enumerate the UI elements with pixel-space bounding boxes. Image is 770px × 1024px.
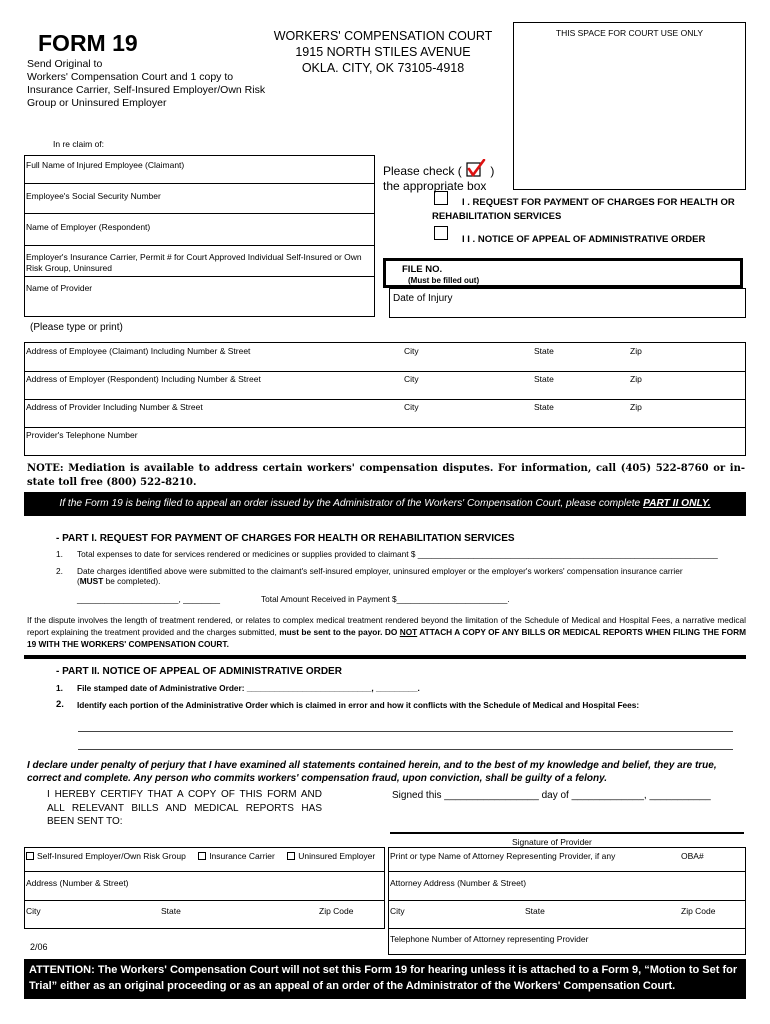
- please-check-label: [383, 159, 494, 194]
- oba-field[interactable]: OBA#: [681, 851, 704, 861]
- perjury-declaration: I declare under penalty of perjury that I have examined all statements contained herein, and to the best of my knowledge and belief, they are true, correct and complete. Any person who commits workers' compensation fraud, upon conviction, shall be guilty of a felony.: [27, 760, 717, 784]
- employee-state[interactable]: State: [534, 346, 554, 356]
- divider: [25, 213, 374, 214]
- divider: [25, 900, 384, 901]
- provider-phone-field[interactable]: Provider's Telephone Number: [26, 430, 138, 440]
- provider-zip[interactable]: Zip: [630, 402, 642, 412]
- provider-city[interactable]: City: [404, 402, 419, 412]
- revision-date: 2/06: [30, 942, 48, 952]
- part2-item1-number: 1.: [56, 683, 63, 693]
- part2-title: - PART II. NOTICE OF APPEAL OF ADMINISTRATIVE ORDER: [56, 666, 342, 677]
- employer-zip[interactable]: Zip: [630, 374, 642, 384]
- recipient-options: [26, 851, 375, 861]
- error-line-2[interactable]: [78, 749, 733, 750]
- self-insured-checkbox[interactable]: [26, 852, 34, 860]
- divider: [25, 245, 374, 246]
- divider: [389, 871, 745, 872]
- part2-checkbox[interactable]: [434, 226, 448, 240]
- must-label: MUST: [79, 576, 104, 586]
- insurance-carrier-field[interactable]: Employer's Insurance Carrier, Permit # for Court Approved Individual Self-Insured or Own Risk Group, Uninsured: [26, 252, 362, 273]
- divider: [25, 276, 374, 277]
- employer-state[interactable]: State: [534, 374, 554, 384]
- divider: [25, 871, 384, 872]
- file-no-box: [383, 258, 743, 288]
- form-title: FORM 19: [38, 30, 138, 56]
- claimant-name-field[interactable]: Full Name of Injured Employee (Claimant): [26, 160, 185, 170]
- banner-emphasis: PART II ONLY.: [643, 498, 711, 509]
- file-no-label: FILE NO.: [402, 264, 443, 275]
- recipient-state-field[interactable]: State: [161, 906, 181, 916]
- provider-address-field[interactable]: Address of Provider Including Number & Street: [26, 402, 203, 412]
- part2-option-label: I I . NOTICE OF APPEAL OF ADMINISTRATIVE ORDER: [462, 234, 706, 245]
- signature-line[interactable]: [390, 832, 744, 834]
- part2-banner: [24, 492, 746, 516]
- certify-statement: I HEREBY CERTIFY THAT A COPY OF THIS FORM AND ALL RELEVANT BILLS AND MEDICAL REPORTS HAS BEEN SENT TO:: [47, 789, 322, 827]
- date-submitted-field[interactable]: ______________________, ________: [77, 594, 221, 604]
- in-re-label: In re claim of:: [53, 139, 105, 149]
- employer-address-field[interactable]: Address of Employer (Respondent) Including Number & Street: [26, 374, 261, 384]
- recipient-city-field[interactable]: City: [26, 906, 41, 916]
- part1-item2-number: 2.: [56, 566, 63, 576]
- court-city: OKLA. CITY, OK 73105-4918: [301, 61, 465, 75]
- attorney-state-field[interactable]: State: [525, 906, 545, 916]
- part1-title: - PART I. REQUEST FOR PAYMENT OF CHARGES FOR HEALTH OR REHABILITATION SERVICES: [56, 533, 515, 544]
- send-line: Workers' Compensation Court and 1 copy to: [27, 71, 234, 83]
- recipient-address-field[interactable]: Address (Number & Street): [26, 878, 129, 888]
- part1-option-label: I . REQUEST FOR PAYMENT OF CHARGES FOR HEALTH OR REHABILITATION SERVICES: [432, 197, 735, 222]
- attorney-zip-field[interactable]: Zip Code: [681, 906, 716, 916]
- divider: [25, 371, 745, 372]
- error-line-1[interactable]: [78, 731, 733, 732]
- checkmark-icon: [465, 159, 487, 177]
- employee-city[interactable]: City: [404, 346, 419, 356]
- banner-text: If the Form 19 is being filed to appeal an order issued by the Administrator of the Workers' Compensation Court, please complete: [59, 498, 644, 509]
- appropriate-box-text: the appropriate box: [383, 179, 487, 193]
- court-use-label: THIS SPACE FOR COURT USE ONLY: [555, 28, 704, 38]
- error-description-label: Identify each portion of the Administrative Order which is claimed in error and how it conflicts with the Schedule of Medical and Hospital Fees:: [77, 700, 640, 710]
- divider: [25, 427, 745, 428]
- attorney-phone-field[interactable]: Telephone Number of Attorney representing Provider: [390, 934, 589, 944]
- dispute-instructions: [27, 615, 746, 650]
- dispute-text-b: must be sent to the payor. DO: [279, 626, 400, 637]
- close-paren: ): [490, 164, 495, 178]
- recipient-box: [24, 847, 385, 929]
- signed-date-field[interactable]: Signed this _________________ day of _____________, ___________: [392, 790, 711, 801]
- employee-address-field[interactable]: Address of Employee (Claimant) Including Number & Street: [26, 346, 251, 356]
- send-line: Send Original to: [27, 58, 103, 70]
- must-open-paren: (: [77, 576, 80, 586]
- provider-name-field[interactable]: Name of Provider: [26, 283, 93, 293]
- divider: [25, 183, 374, 184]
- court-use-box: [513, 22, 746, 190]
- uninsured-checkbox[interactable]: [287, 852, 295, 860]
- address-table: [24, 342, 746, 456]
- divider: [25, 399, 745, 400]
- mediation-note: NOTE: Mediation is available to address certain workers' compensation disputes. For information, call (405) 522-8760 or in-state toll free (800) 522-8210.: [27, 463, 745, 488]
- employee-zip[interactable]: Zip: [630, 346, 642, 356]
- must-fill-label: (Must be filled out): [408, 276, 480, 285]
- total-expenses-field[interactable]: Total expenses to date for services rendered or medicines or supplies provided to claimant $ _________________________________________________________________: [77, 549, 718, 559]
- provider-state[interactable]: State: [534, 402, 554, 412]
- send-line: Insurance Carrier, Self-Insured Employer/Own Risk: [27, 84, 266, 96]
- insurance-carrier-label: Insurance Carrier: [209, 851, 275, 861]
- thick-divider: [24, 655, 746, 659]
- uninsured-option[interactable]: [287, 851, 375, 861]
- part2-item2-number: 2.: [56, 699, 64, 710]
- attorney-box: [388, 847, 746, 955]
- send-instructions: [27, 58, 265, 110]
- self-insured-option[interactable]: [26, 851, 186, 861]
- court-street: 1915 NORTH STILES AVENUE: [295, 45, 471, 59]
- date-of-injury-label: Date of Injury: [393, 293, 453, 304]
- attention-banner: ATTENTION: The Workers' Compensation Court will not set this Form 19 for hearing unless it is attached to a Form 9, “Motion to Set for Trial” either as an original proceeding or as an appeal of an order of the Administrator of the Workers' Compensation Court.: [24, 959, 746, 999]
- send-line: Group or Uninsured Employer: [27, 97, 167, 109]
- order-date-field[interactable]: File stamped date of Administrative Order: ___________________________, _________.: [77, 683, 420, 693]
- employer-name-field[interactable]: Name of Employer (Respondent): [26, 222, 151, 232]
- insurance-carrier-option[interactable]: [198, 851, 275, 861]
- date-of-injury-box[interactable]: [389, 288, 746, 318]
- divider: [389, 900, 745, 901]
- must-complete-text: [77, 576, 160, 586]
- part1-item1-number: 1.: [56, 549, 63, 559]
- dispute-not: NOT: [399, 626, 418, 637]
- attorney-city-field[interactable]: City: [390, 906, 405, 916]
- insurance-carrier-checkbox[interactable]: [198, 852, 206, 860]
- date-submitted-text: Date charges identified above were submitted to the claimant's self-insured employer, uninsured employer or the employer's workers' compensation insurance carrier: [77, 566, 683, 576]
- dispute-text-a: If the dispute involves the length of treatment rendered, or relates to complex medical treatment rendered beyond the limitation of the Schedule of Medical and Hospital Fees, a narrative medical report explaining the treatment provided and the charges submitted,: [27, 615, 746, 637]
- divider: [389, 928, 745, 929]
- ssn-field[interactable]: Employee's Social Security Number: [26, 191, 161, 201]
- claim-fields-box: [24, 155, 375, 317]
- attorney-name-field[interactable]: Print or type Name of Attorney Representing Provider, if any: [390, 851, 616, 861]
- dispute-text-c: ATTACH A COPY OF ANY BILLS OR MEDICAL REPORTS WHEN FILING THE FORM 19 WITH THE WORKERS' COMPENSATION COURT.: [27, 626, 746, 649]
- signature-label: Signature of Provider: [512, 837, 592, 847]
- court-name: WORKERS' COMPENSATION COURT: [273, 29, 493, 43]
- please-check-text: Please check (: [383, 164, 462, 178]
- self-insured-label: Self-Insured Employer/Own Risk Group: [37, 851, 186, 861]
- attorney-address-field[interactable]: Attorney Address (Number & Street): [390, 878, 527, 888]
- must-rest: be completed).: [103, 576, 161, 586]
- recipient-zip-field[interactable]: Zip Code: [319, 906, 354, 916]
- employer-city[interactable]: City: [404, 374, 419, 384]
- amount-received-field[interactable]: Total Amount Received in Payment $________________________.: [261, 594, 510, 604]
- uninsured-label: Uninsured Employer: [298, 851, 376, 861]
- court-address-block: [258, 28, 508, 76]
- type-or-print: (Please type or print): [30, 322, 123, 333]
